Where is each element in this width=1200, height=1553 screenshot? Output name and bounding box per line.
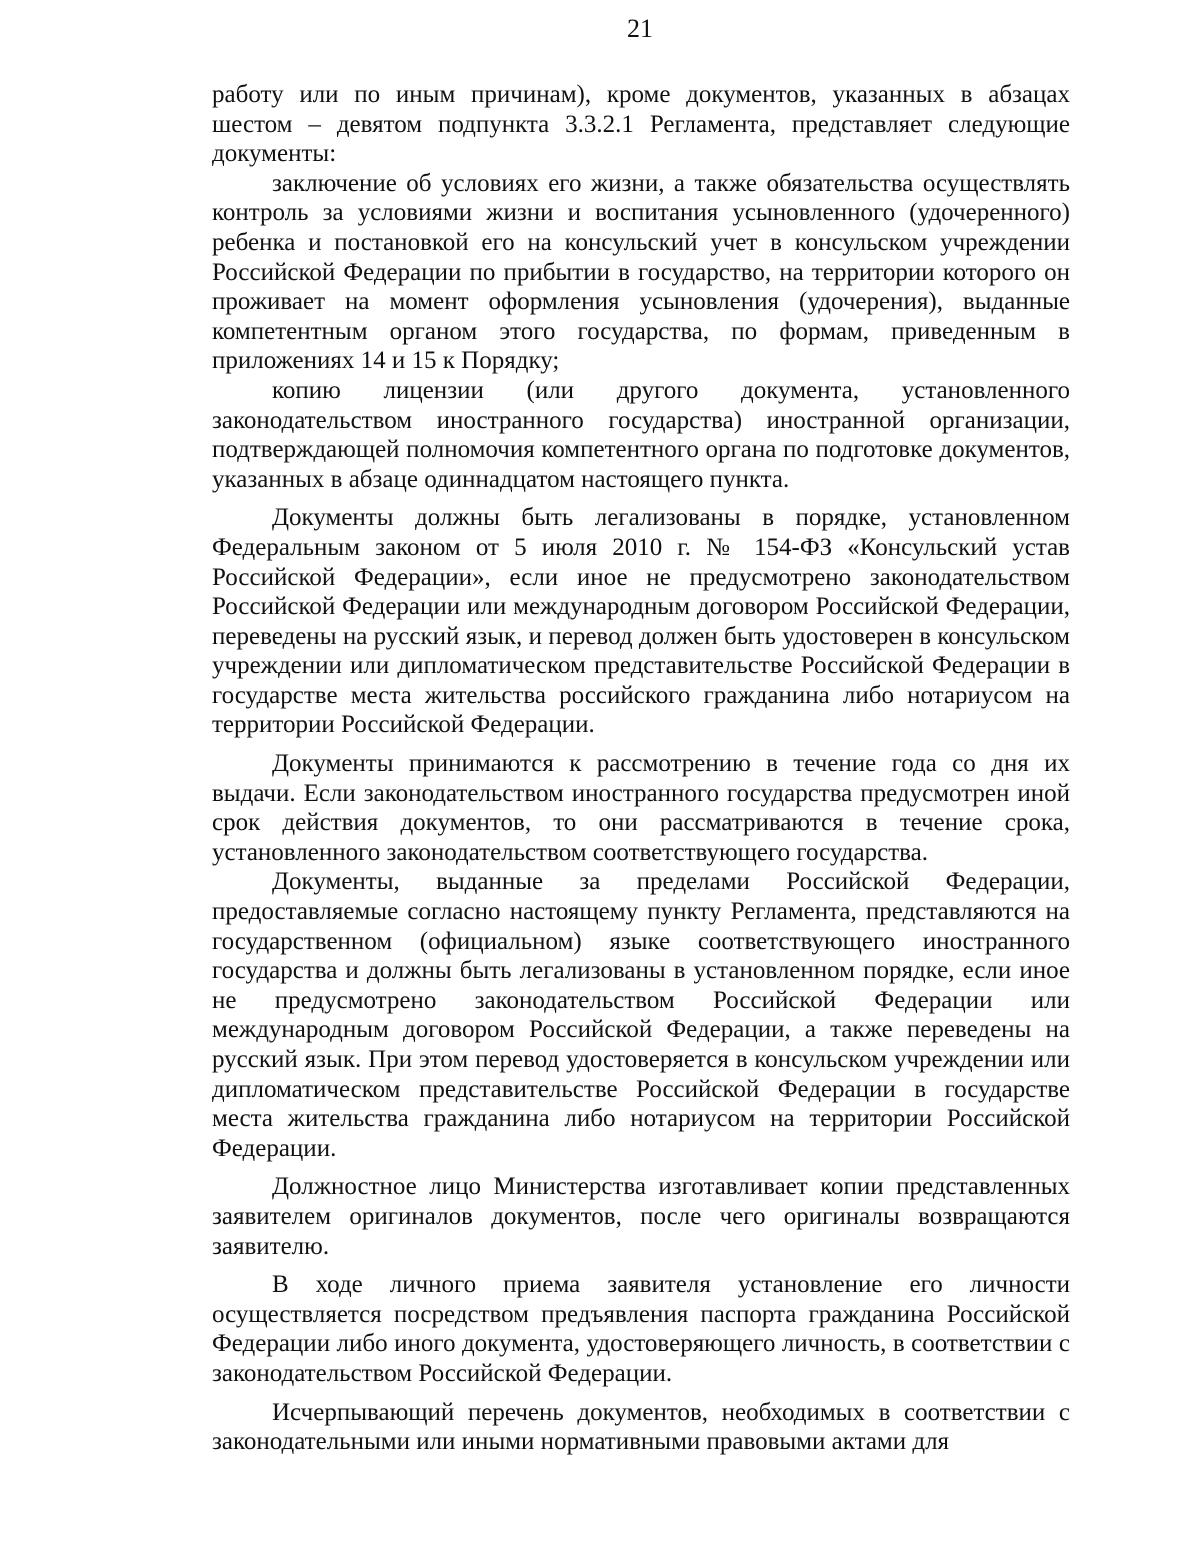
- paragraph-identification: В ходе личного приема заявителя установление его личности осуществляется посредством предъявления паспорта гражданина Российской Федерации либо иного документа, удостоверяющего личность, в соответствии с законодательством Российской Федерации.: [212, 1271, 1070, 1387]
- paragraph-license-copy: копию лицензии (или другого документа, установленного законодательством иностранного государства) иностранной организации, подтверждающей полномочия компетентного органа по подготовке документов, указанных в абзаце одиннадцатом настоящего пункта.: [212, 376, 1070, 493]
- paragraph-validity-period: Документы принимаются к рассмотрению в течение года со дня их выдачи. Если законодательством иностранного государства предусмотрен иной срок действия документов, то они рассматриваются в течение срока, установленного законодательством соответствующего государства.: [212, 750, 1070, 866]
- paragraph-continuation: работу или по иным причинам), кроме документов, указанных в абзацах шестом – девятом подпункта 3.3.2.1 Регламента, представляет следующие документы:: [212, 81, 1070, 168]
- paragraph-copies: Должностное лицо Министерства изготавливает копии представленных заявителем оригиналов документов, после чего оригиналы возвращаются заявителю.: [212, 1173, 1070, 1260]
- page-number: 21: [627, 14, 653, 43]
- paragraph-exhaustive-list: Исчерпывающий перечень документов, необходимых в соответствии с законодательными или иными нормативными правовыми актами для: [212, 1398, 1070, 1456]
- paragraph-living-conditions: заключение об условиях его жизни, а также обязательства осуществлять контроль за условиями жизни и воспитания усыновленного (удочеренного) ребенка и постановкой его на консульский учет в консульском учреждении Российской Федерации по прибытии в государство, на территории которого он проживает на момент оформления усыновления (удочерения), выданные компетентным органом этого государства, по формам, приведенным в приложениях 14 и 15 к Порядку;: [212, 169, 1070, 375]
- document-body: [212, 80, 1070, 1457]
- paragraph-legalization: Документы должны быть легализованы в порядке, установленном Федеральным законом от 5 июля 2010 г. № 154-ФЗ «Консульский устав Российской Федерации», если иное не предусмотрено законодательством Российской Федерации или международным договором Российской Федерации, переведены на русский язык, и перевод должен быть удостоверен в консульском учреждении или дипломатическом представительстве Российской Федерации в государстве места жительства российского гражданина либо нотариусом на территории Российской Федерации.: [212, 504, 1070, 739]
- paragraph-foreign-documents: Документы, выданные за пределами Российской Федерации, предоставляемые согласно настоящему пункту Регламента, представляются на государственном (официальном) языке соответствующего иностранного государства и должны быть легализованы в установленном порядке, если иное не предусмотрено законодательством Российской Федерации или международным договором Российской Федерации, а также переведены на русский язык. При этом перевод удостоверяется в консульском учреждении или дипломатическом представительстве Российской Федерации в государстве места жительства гражданина либо нотариусом на территории Российской Федерации.: [212, 868, 1070, 1162]
